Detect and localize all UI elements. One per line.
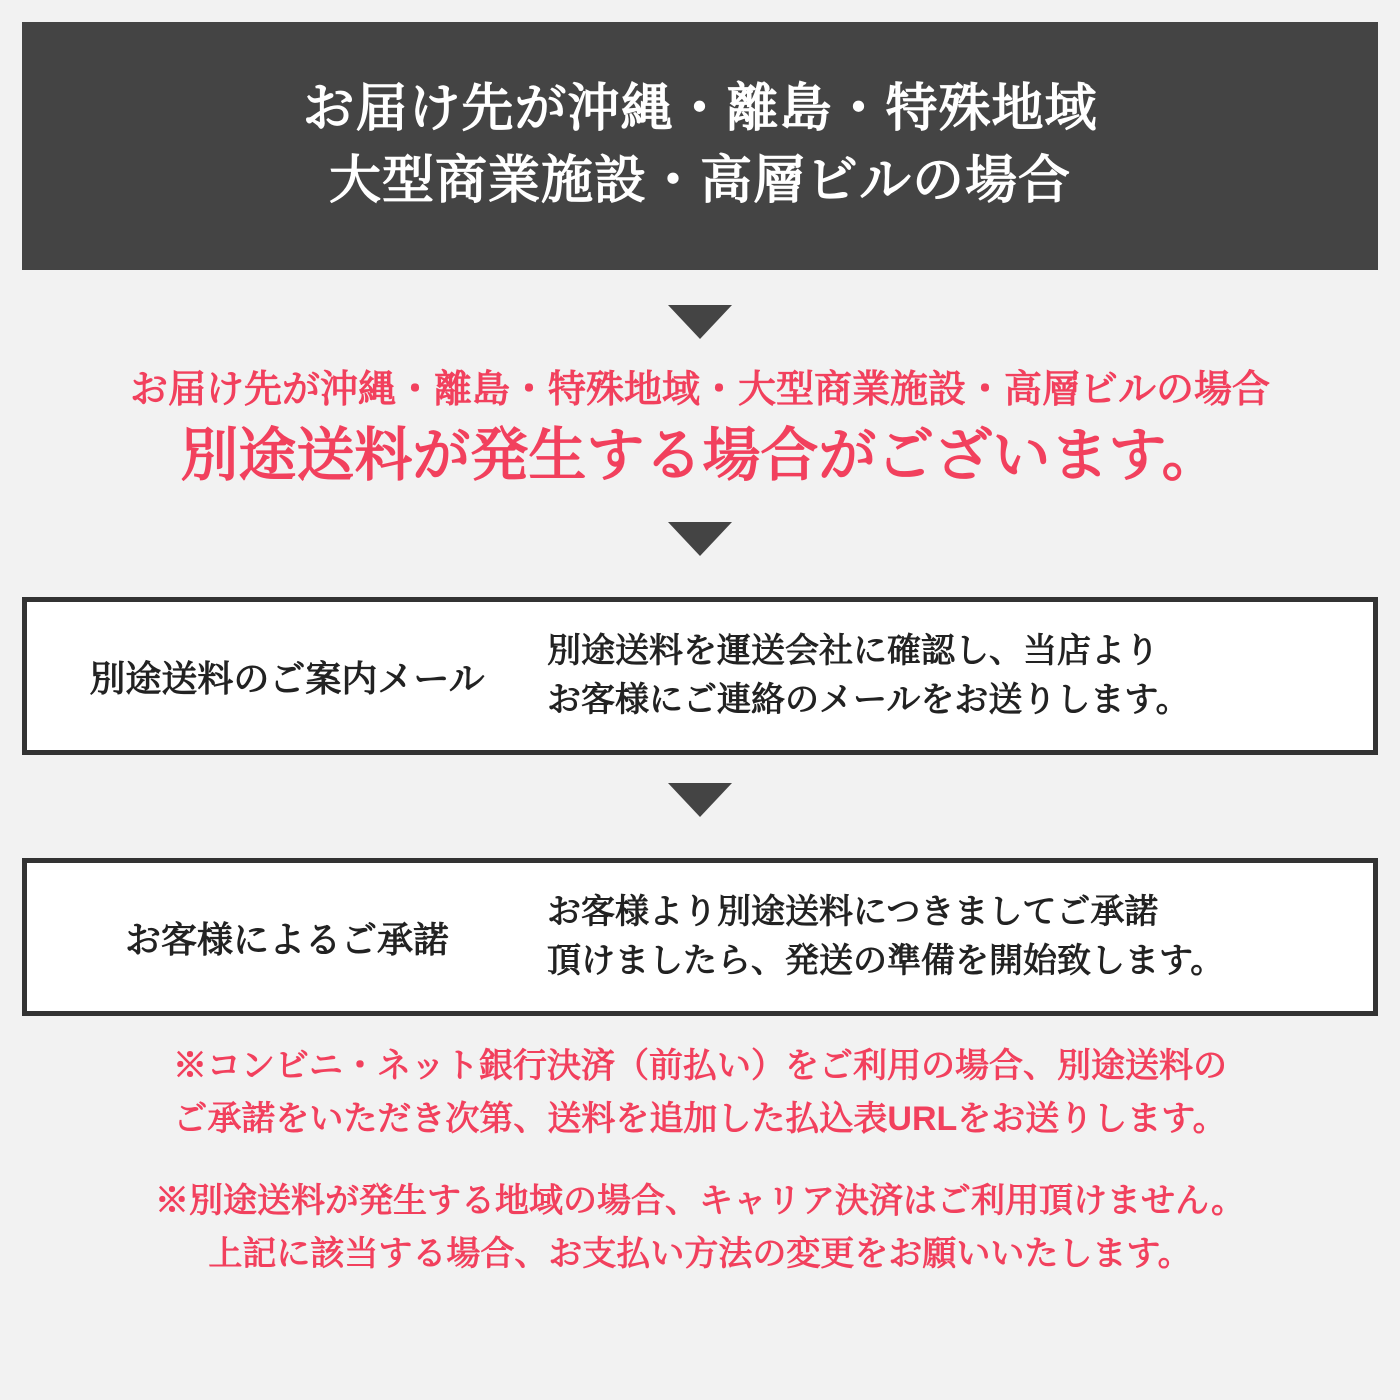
footnote-line: ご承諾をいただき次第、送料を追加した払込表URLをお送りします。 [173,1099,1227,1138]
highlight-line-1: お届け先が沖縄・離島・特殊地域・大型商業施設・高層ビルの場合 [129,369,1270,411]
footnote-line: 上記に該当する場合、お支払い方法の変更をお願いいたします。 [208,1235,1192,1274]
down-triangle-icon [668,305,732,339]
step-label: 別途送料のご案内メール [89,657,485,699]
step-description-line: 別途送料を運送会社に確認し、当店より [547,631,1159,670]
footnote-item [0,1175,1400,1280]
step-description-line: お客様にご連絡のメールをお送りします。 [547,681,1190,719]
down-triangle-icon [668,783,732,817]
step-label: お客様によるご承諾 [124,918,449,960]
footnote-line: ※コンビニ・ネット銀行決済（前払い）をご利用の場合、別途送料の [173,1047,1227,1085]
highlight-line-2: 別途送料が発生する場合がございます。 [180,422,1220,488]
down-triangle-icon [668,522,732,556]
footnote-list [0,1040,1400,1281]
step-description-line: お客様より別途送料につきましてご承諾 [547,892,1159,931]
step-box-email-notice [22,597,1378,755]
highlight-message [0,368,1400,492]
footnote-item [0,1040,1400,1145]
step-description-line: 頂けましたら、発送の準備を開始致します。 [547,942,1225,980]
header-title-line-2: 大型商業施設・高層ビルの場合 [328,152,1071,210]
header-title-line-1: お届け先が沖縄・離島・特殊地域 [302,80,1098,139]
step-description [547,888,1373,987]
step-box-customer-consent [22,858,1378,1016]
step-description [547,627,1373,726]
header-banner [22,22,1378,270]
footnote-line: ※別途送料が発生する地域の場合、キャリア決済はご利用頂けません。 [154,1182,1246,1221]
